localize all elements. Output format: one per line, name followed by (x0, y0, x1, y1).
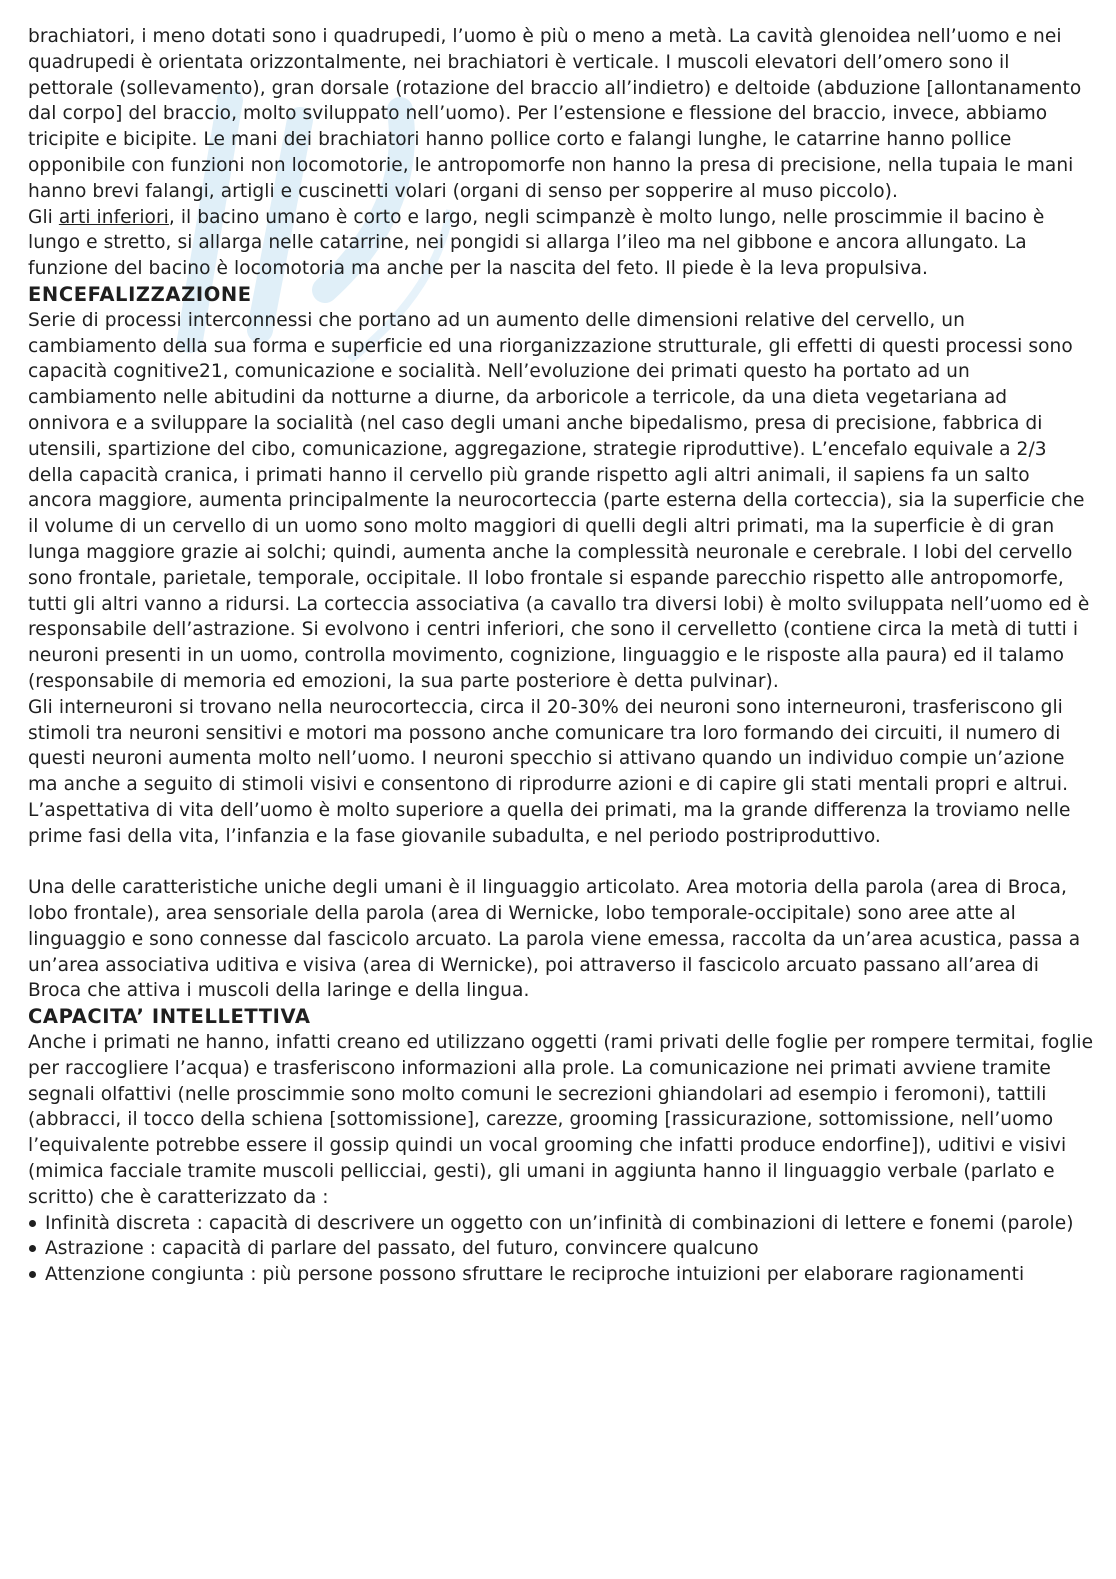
paragraph-lower-limbs-rest: , il bacino umano è corto e largo, negli scimpanzè è molto lungo, nelle proscimmie il bacino è lungo e stretto, si allarga nelle catarrine, nei pongidi si allarga l’ileo ma nel gibbone e ancora allungato. La funzione del bacino è locomotoria ma anche per la nascita del feto. Il piede è la leva propulsiva. (28, 206, 1045, 280)
paragraph-spacer (28, 850, 1094, 876)
bullet-list-language-features (28, 1211, 1094, 1288)
paragraph-upper-limbs: brachiatori, i meno dotati sono i quadrupedi, l’uomo è più o meno a metà. La cavità glenoidea nell’uomo e nei quadrupedi è orientata orizzontalmente, nei brachiatori è verticale. I muscoli elevatori dell’omero sono il pettorale (sollevamento), gran dorsale (rotazione del braccio all’indietro) e deltoide (abduzione [allontanamento dal corpo] del braccio, molto sviluppato nell’uomo). Per l’estensione e flessione del braccio, invece, abbiamo tricipite e bicipite. Le mani dei brachiatori hanno pollice corto e falangi lunghe, le catarrine hanno pollice opponibile con funzioni non locomotorie, le antropomorfe non hanno la presa di precisione, nella tupaia le mani hanno brevi falangi, artigli e cuscinetti volari (organi di senso per sopperire al muso piccolo). (28, 26, 1082, 202)
paragraph-life-expectancy: L’aspettativa di vita dell’uomo è molto superiore a quella dei primati, ma la grande differenza la troviamo nelle prime fasi della vita, l’infanzia e la fase giovanile subadulta, e nel periodo postriproduttivo. (28, 799, 1071, 847)
document-body (28, 24, 1094, 1288)
list-item: Astrazione : capacità di parlare del passato, del futuro, convincere qualcuno (28, 1236, 1094, 1262)
paragraph-lower-limbs (28, 205, 1094, 282)
list-item: Infinità discreta : capacità di descrivere un oggetto con un’infinità di combinazioni di lettere e fonemi (parole) (28, 1211, 1094, 1237)
paragraph-encephalization: Serie di processi interconnessi che portano ad un aumento delle dimensioni relative del cervello, un cambiamento della sua forma e superficie ed una riorganizzazione strutturale, gli effetti di questi processi sono capacità cognitive21, comunicazione e socialità. Nell’evoluzione dei primati questo ha portato ad un cambiamento nelle abitudini da notturne a diurne, da arboricole a terricole, da una dieta vegetariana ad onnivora e a sviluppare la socialità (nel caso degli umani anche bipedalismo, presa di precisione, fabbrica di utensili, spartizione del cibo, comunicazione, aggregazione, strategie riproduttive). L’encefalo equivale a 2/3 della capacità cranica, i primati hanno il cervello più grande rispetto agli altri animali, il sapiens fa un salto ancora maggiore, aumenta principalmente la neurocorteccia (parte esterna della corteccia), sia la superficie che il volume di un cervello di un uomo sono molto maggiori di quelli degli altri primati, ma la superficie è di gran lunga maggiore grazie ai solchi; quindi, aumenta anche la complessità neuronale e cerebrale. I lobi del cervello sono frontale, parietale, temporale, occipitale. Il lobo frontale si espande parecchio rispetto alle antropomorfe, tutti gli altri vanno a ridursi. La corteccia associativa (a cavallo tra diversi lobi) è molto sviluppata nell’uomo ed è responsabile dell’astrazione. Si evolvono i centri inferiori, che sono il cervelletto (contiene circa la metà di tutti i neuroni presenti in un uomo, controlla movimento, cognizione, linguaggio e le risposte alla paura) ed il talamo (responsabile di memoria ed emozioni, la sua parte posteriore è detta pulvinar). (28, 309, 1090, 692)
bullet-icon (29, 1271, 36, 1278)
underlined-term-arti-inferiori: arti inferiori (58, 206, 169, 228)
section-heading-encefalizzazione: ENCEFALIZZAZIONE (28, 282, 252, 306)
section-heading-capacita-intellettiva: CAPACITA’ INTELLETTIVA (28, 1005, 311, 1029)
paragraph-language: Una delle caratteristiche uniche degli umani è il linguaggio articolato. Area motoria della parola (area di Broca, lobo frontale), area sensoriale della parola (area di Wernicke, lobo temporale-occipitale) sono aree atte al linguaggio e sono connesse dal fascicolo arcuato. La parola viene emessa, raccolta da un’area acustica, passa a un’area associativa uditiva e visiva (area di Wernicke), poi attraverso il fascicolo arcuato passano all’area di Broca che attiva i muscoli della laringe e della lingua. (28, 877, 1081, 1002)
paragraph-intellectual-capacity: Anche i primati ne hanno, infatti creano ed utilizzano oggetti (rami privati delle foglie per rompere termitai, foglie per raccogliere l’acqua) e trasferiscono informazioni alla prole. La comunicazione nei primati avviene tramite segnali olfattivi (nelle proscimmie sono molto comuni le secrezioni ghiandolari ad esempio i feromoni), tattili (abbracci, il tocco della schiena [sottomissione], carezze, grooming [rassicurazione, sottomissione, nell’uomo l’equivalente potrebbe essere il gossip quindi un vocal grooming che infatti produce endorfine]), uditivi e visivi (mimica facciale tramite muscoli pellicciai, gesti), gli umani in aggiunta hanno il linguaggio verbale (parlato e scritto) che è caratterizzato da : (28, 1032, 1094, 1208)
list-item: Attenzione congiunta : più persone possono sfruttare le reciproche intuizioni per elaborare ragionamenti (28, 1262, 1094, 1288)
paragraph-interneurons: Gli interneuroni si trovano nella neurocorteccia, circa il 20-30% dei neuroni sono interneuroni, trasferiscono gli stimoli tra neuroni sensitivi e motori ma possono anche comunicare tra loro formando dei circuiti, il numero di questi neuroni aumenta molto nell’uomo. I neuroni specchio si attivano quando un individuo compie un’azione ma anche a seguito di stimoli visivi e consentono di riprodurre azioni e di capire gli stati mentali propri e altrui. (28, 696, 1069, 796)
bullet-icon (29, 1245, 36, 1252)
paragraph-lower-limbs-lead: Gli (28, 206, 59, 228)
bullet-icon (29, 1220, 36, 1227)
